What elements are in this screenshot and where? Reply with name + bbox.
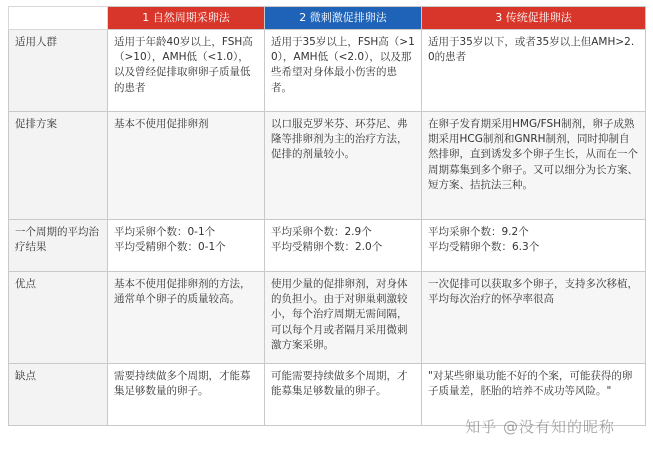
table-cell: 可能需要持续做多个周期，才能募集足够数量的卵子。 <box>265 364 422 426</box>
row-label: 缺点 <box>9 364 108 426</box>
header-natural-cycle: 1 自然周期采卵法 <box>108 7 265 30</box>
table-cell: 一次促排可以获取多个卵子，支持多次移植，平均每次治疗的怀孕率很高 <box>422 272 646 364</box>
table-cell: 平均采卵个数：0-1个 平均受精卵个数：0-1个 <box>108 220 265 272</box>
table-cell: 使用少量的促排卵剂，对身体的负担小。由于对卵巢刺激较小，每个治疗周期无需间隔，可以每个月或者隔月采用微刺激方案采卵。 <box>265 272 422 364</box>
row-protocol <box>9 112 646 220</box>
table-cell: 以口服克罗米芬、环芬尼、弗隆等排卵剂为主的治疗方法，促排的剂量较小。 <box>265 112 422 220</box>
row-average-results <box>9 220 646 272</box>
row-label: 促排方案 <box>9 112 108 220</box>
table-cell: 在卵子发育期采用HMG/FSH制剂，卵子成熟期采用HCG制剂和GNRH制剂，同时抑制自然排卵，直到诱发多个卵子生长，从而在一个周期募集到多个卵子。又可以细分为长方案、短方案、拮抗法三种。 <box>422 112 646 220</box>
table-cell: 适用于35岁以上，FSH高（>10），AMH低（<2.0），以及那些希望对身体最小伤害的患者。 <box>265 30 422 112</box>
header-corner-cell <box>9 7 108 30</box>
row-label: 适用人群 <box>9 30 108 112</box>
table-cell: 基本不使用促排卵剂 <box>108 112 265 220</box>
table-cell: 基本不使用促排卵剂的方法，通常单个卵子的质量较高。 <box>108 272 265 364</box>
row-label: 一个周期的平均治疗结果 <box>9 220 108 272</box>
header-mild-stimulation: 2 微刺激促排卵法 <box>265 7 422 30</box>
table-cell: 适用于35岁以下，或者35岁以上但AMH>2.0的患者 <box>422 30 646 112</box>
comparison-table-wrapper <box>8 6 645 447</box>
table-cell: 适用于年龄40岁以上，FSH高（>10），AMH低（<1.0），以及曾经促排取卵卵子质量低的患者 <box>108 30 265 112</box>
watermark: 知乎 @没有知的昵称 <box>465 418 615 436</box>
header-conventional-stimulation: 3 传统促排卵法 <box>422 7 646 30</box>
row-label: 优点 <box>9 272 108 364</box>
table-cell: "对某些卵巢功能不好的个案，可能获得的卵子质量差，胚胎的培养不成功等风险。" <box>422 364 646 426</box>
row-target-population <box>9 30 646 112</box>
header-row <box>9 7 646 30</box>
table-cell: 平均采卵个数：9.2个 平均受精卵个数：6.3个 <box>422 220 646 272</box>
table-cell: 需要持续做多个周期，才能募集足够数量的卵子。 <box>108 364 265 426</box>
table-cell: 平均采卵个数：2.9个 平均受精卵个数：2.0个 <box>265 220 422 272</box>
ivf-comparison-table <box>8 6 646 426</box>
row-advantages <box>9 272 646 364</box>
